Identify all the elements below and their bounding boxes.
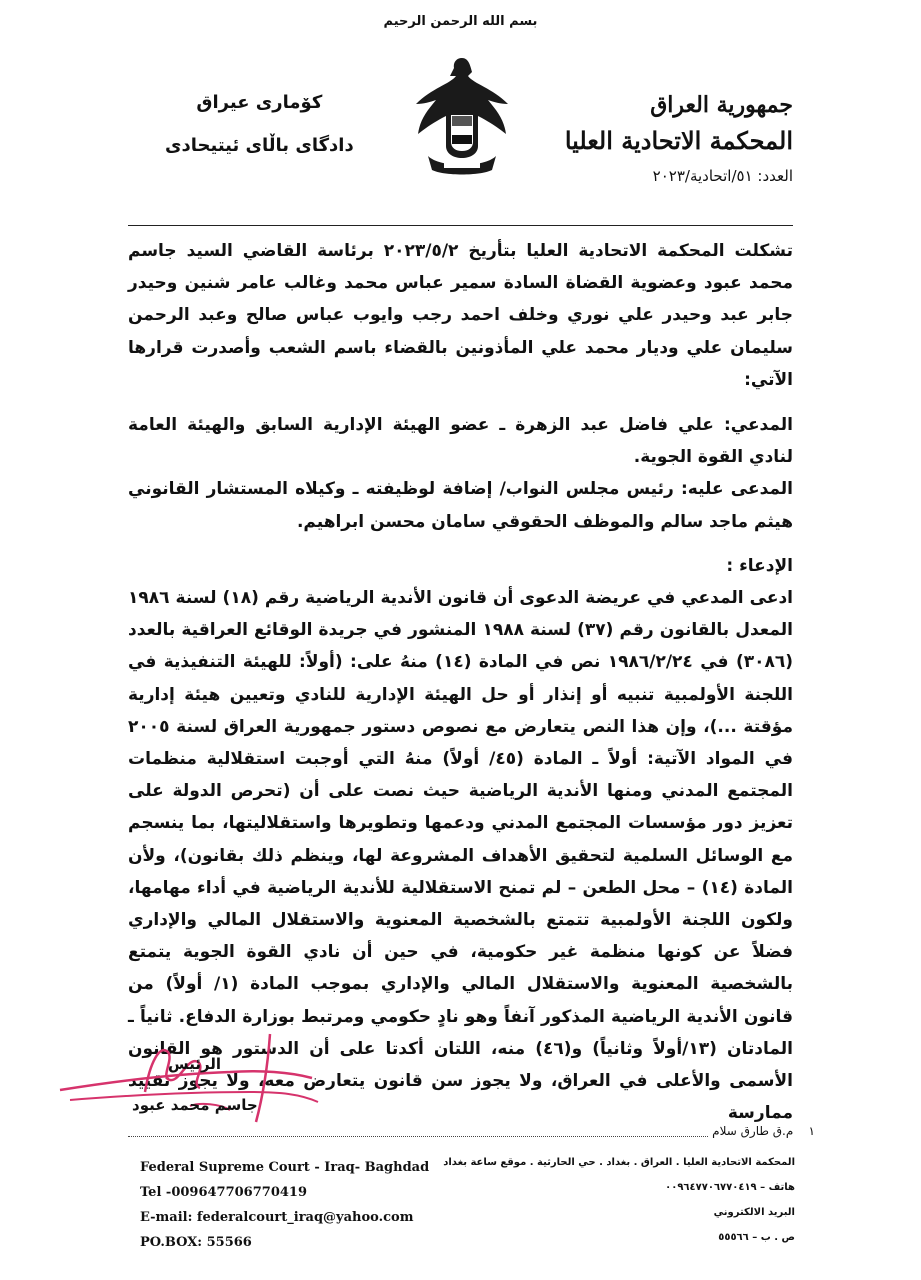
signature-title: الرئيس [168,1055,222,1073]
header-right-arabic [565,92,793,185]
footer-telephone: Tel -009647706770419 [140,1185,307,1200]
court-name: المحكمة الاتحادية العليا [564,126,793,155]
signature-name: جاسم محمد عبود [132,1096,258,1114]
document-body [128,235,793,1129]
claim-heading: الإدعاء : [726,555,793,576]
basmala: بسم الله الرحمن الرحيم [383,14,538,29]
country-name: جمهورية العراق [650,92,793,118]
footnote [712,1124,815,1138]
footer-contact-english [140,1155,429,1255]
footer-phone-ar: هاتف – ٠٠٩٦٤٧٧٠٦٧٧٠٤١٩ [665,1182,795,1193]
iraq-eagle-emblem-icon [410,54,514,179]
footer-pobox-ar: ص . ب – ٥٥٥٦٦ [718,1232,795,1243]
footnote-divider [128,1136,708,1137]
footer-address-ar: المحكمة الاتحادية العليا . العراق . بغداد . حي الحارثية . موقع ساعة بغداد [443,1157,795,1168]
court-name-kurdish: دادگاى باڵاى ئيتيحادى [165,135,354,156]
defendant-paragraph: المدعى عليه: رئيس مجلس النواب/ إضافة لوظيفته ـ وكيلاه المستشار القانوني هيثم ماجد سالم والموظف الحقوقي سامان محسن ابراهيم. [128,479,793,532]
footer-email-label-ar: البريد الالكتروني [713,1207,795,1218]
footer-email: E-mail: federalcourt_iraq@yahoo.com [140,1210,414,1225]
country-name-kurdish: كۆمارى عيراق [196,92,323,113]
footnote-number: ١ [808,1124,815,1138]
header-divider [128,225,793,226]
handwritten-signature [50,1022,330,1132]
claim-paragraph: ادعى المدعي في عريضة الدعوى أن قانون الأندية الرياضية رقم (١٨) لسنة ١٩٨٦ المعدل بالقانون رقم (٣٧) لسنة ١٩٨٨ المنشور في جريدة الوقائع العراقية بالعدد (٣٠٨٦) في ١٩٨٦/٢/٢٤ نص في المادة (١٤) منهُ على: (أولاً: للهيئة التنفيذية في اللجنة الأولمبية تنبيه أو إنذار أو حل الهيئة الإدارية للنادي وتعيين هيئة إدارية مؤقتة ...)، وإن هذا النص يتعارض مع نصوص دستور جمهورية العراق لسنة ٢٠٠٥ في المواد الآتية: أولاً ـ المادة (٤٥/ أولاً) منهُ التي أوجبت استقلالية منظمات المجتمع المدني ومنها الأندية الرياضية حيث نصت على أن (تحرص الدولة على تعزيز دور مؤسسات المجتمع المدني ودعمها وتطويرها واستقلاليتها، بما ينسجم مع الوسائل السلمية لتحقيق الأهداف المشروعة لها، وينظم ذلك بقانون)، ولأن المادة (١٤) – محل الطعن – لم تمنح الاستقلالية للأندية الرياضية في أداء مهامها، ولكون اللجنة الأولمبية تتمتع بالشخصية المعنوية والاستقلال المالي والإداري فضلاً عن كونها منظمة غير حكومية، في حين أن نادي القوة الجوية يتمتع بالشخصية المعنوية والاستقلال المالي والإداري بموجب المادة (١/ أولاً) من قانون الأندية الرياضية المذكور آنفاً وهو نادٍ حكومي ومرتبط بوزارة الدفاع. ثانياً ـ المادتان (١٣/أولاً وثانياً) و(٤٦) منه، اللتان أكدتا على أن الدستور هو القانون الأسمى والأعلى في العراق، ولا يجوز سن قانون يتعارض معه، ولا يجوز تقييد ممارسة [128,588,794,1124]
footer-contact-arabic [443,1150,795,1250]
footer-pobox: PO.BOX: 55566 [140,1235,252,1250]
footnote-text: م.ق طارق سلام [712,1124,794,1138]
plaintiff-paragraph: المدعي: علي فاضل عبد الزهرة ـ عضو الهيئة الإدارية السابق والهيئة العامة لنادي القوة الجوية. [128,415,793,468]
footer-court-name: Federal Supreme Court - Iraq- Baghdad [140,1160,430,1175]
case-number: العدد: ٥١/اتحادية/٢٠٢٣ [652,167,793,185]
header-left-kurdish [165,92,354,156]
court-composition-paragraph: تشكلت المحكمة الاتحادية العليا بتأريخ ٢٠٢٣/٥/٢ برئاسة القاضي السيد جاسم محمد عبود وعضوية القضاة السادة سمير عباس محمد وغالب عامر شنين وحيدر جابر عبد وحيدر علي نوري وخلف احمد رجب وايوب عباس صالح وعبد الرحمن سليمان علي وديار محمد علي المأذونين بالقضاء باسم الشعب وأصدرت قرارها الآتي: [128,241,793,390]
